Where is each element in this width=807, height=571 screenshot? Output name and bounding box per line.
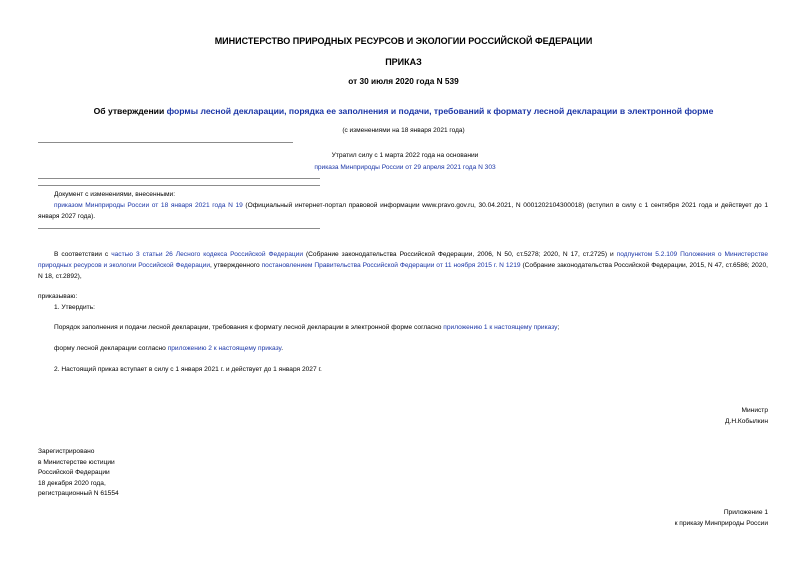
amendments-text [38,200,768,222]
ministry-heading: МИНИСТЕРСТВО ПРИРОДНЫХ РЕСУРСОВ И ЭКОЛОГИИ РОССИЙСКОЙ ФЕДЕРАЦИИ [214,36,593,46]
sub-item-2-end: . [281,345,284,352]
date-number-heading: от 30 июля 2020 года N 539 [348,76,459,86]
doc-type-heading: ПРИКАЗ [385,57,422,67]
preamble-text: (Собрание законодательства Российской Федерации, 2006, N 50, ст.5278; 2020, N 17, ст.2725) и [303,251,617,258]
appendix-1-link[interactable]: приложению 1 к настоящему приказу [443,324,558,331]
document-title [0,106,807,116]
preamble-text: (Собрание законодательства Российской Федерации, 2015, N 47, ст.6586; 2020, N 18, ст.2892), [38,262,768,280]
divider [38,142,293,143]
appendix-label: Приложение 1 [723,509,768,516]
preamble-text: , утвержденного [210,262,262,269]
registration-line: Российской Федерации [38,469,110,476]
registration-line: 18 декабря 2020 года, [38,480,106,487]
registration-line: Зарегистрировано [38,448,95,455]
divider [38,185,320,186]
sub-item-1-text: Порядок заполнения и подачи лесной декларации, требования к формату лесной декларации в электронной форме согласно [54,324,444,331]
amendment-link[interactable]: приказом Минприроды России от 18 января 2021 года N 19 [54,202,243,209]
sub-item-2-text: форму лесной декларации согласно [54,345,168,352]
amendments-heading: Документ с изменениями, внесенными: [54,191,176,198]
appendix-2-link[interactable]: приложению 2 к настоящему приказу [167,345,282,352]
title-link[interactable]: формы лесной декларации, порядка ее заполнения и подачи, требований к формату лесной декларации в электронной форме [166,106,714,116]
amendment-details: (Официальный интернет-портал правовой информации www.pravo.gov.ru, 30.04.2021, N 0001202104300018) (вступил в силу с 1 сентября 2021 года и действует до 1 января 2027 года). [38,202,768,220]
order-word: приказываю: [38,293,78,300]
status-link[interactable]: приказа Минприроды России от 29 апреля 2021 года N 303 [314,164,496,171]
changes-note: (с изменениями на 18 января 2021 года) [342,127,465,134]
preamble-text: В соответствии с [54,251,112,258]
sub-item-1 [54,322,768,333]
preamble-paragraph [38,249,768,282]
government-decree-link[interactable]: постановлением Правительства Российской Федерации от 11 ноября 2015 г. N 1219 [261,262,521,269]
title-prefix: Об утверждении [93,106,167,116]
sub-item-1-end: ; [557,324,560,331]
signature-name: Д.Н.Кобылкин [725,418,768,425]
signature-position: Министр [741,407,768,414]
item-2: 2. Настоящий приказ вступает в силу с 1 января 2021 г. и действует до 1 января 2027 г. [54,366,322,373]
registration-line: регистрационный N 61554 [38,490,119,497]
forest-code-link[interactable]: частью 3 статьи 26 Лесного кодекса Российской Федерации [111,251,303,258]
registration-line: в Министерстве юстиции [38,459,115,466]
regulation-link[interactable]: подпунктом 5.2.109 Положения о Министерстве природных ресурсов и экологии Российской Федерации [38,251,769,269]
divider [38,228,320,229]
sub-item-2 [54,343,768,354]
status-block [290,150,520,174]
status-text: Утратил силу с 1 марта 2022 года на основании [331,152,479,159]
divider [38,178,320,179]
item-1: 1. Утвердить: [54,304,95,311]
appendix-reference: к приказу Минприроды России [674,520,768,527]
